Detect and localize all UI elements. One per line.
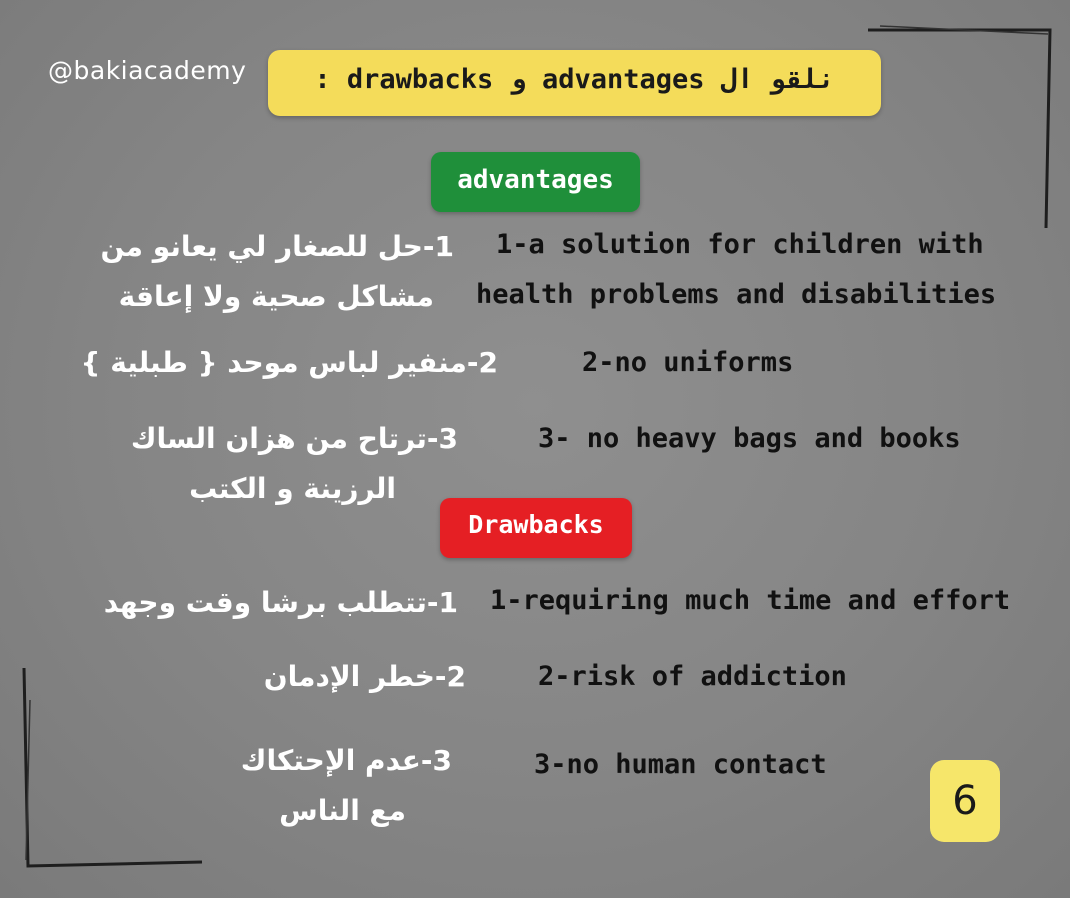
advantage-2-english: 2-no uniforms [582,347,794,378]
advantage-3-arabic-line2: الرزينة و الكتب [189,472,396,505]
drawback-1-arabic: 1-تتطلب برشا وقت وجهد [103,586,458,619]
advantage-1-english-line1: 1-a solution for children with [496,229,984,260]
drawback-3-arabic-line2: مع الناس [279,794,406,827]
advantage-3-english: 3- no heavy bags and books [538,423,961,454]
drawback-3-english: 3-no human contact [534,749,827,780]
drawback-1-english: 1-requiring much time and effort [490,585,1011,616]
advantage-3-arabic-line1: 3-ترتاح من هزان الساك [130,422,458,455]
drawback-2-arabic: 2-خطر الإدمان [263,660,466,693]
page-title: نلقو ال advantages و drawbacks : [314,64,835,95]
drawback-2-english: 2-risk of addiction [538,661,847,692]
advantage-1-english-line2: health problems and disabilities [476,279,997,310]
author-handle: @bakiacademy [48,56,247,85]
advantages-badge: advantages [431,152,640,212]
title-banner [268,50,881,116]
drawbacks-badge: Drawbacks [440,498,632,558]
page-number-badge: 6 [930,760,1000,842]
advantage-1-arabic-line1: 1-حل للصغار لي يعانو من [100,230,454,263]
drawback-3-arabic-line1: 3-عدم الإحتكاك [240,744,452,777]
advantage-2-arabic: 2-منفير لباس موحد { طبلية } [80,346,498,379]
advantage-1-arabic-line2: مشاكل صحية ولا إعاقة [118,280,434,313]
